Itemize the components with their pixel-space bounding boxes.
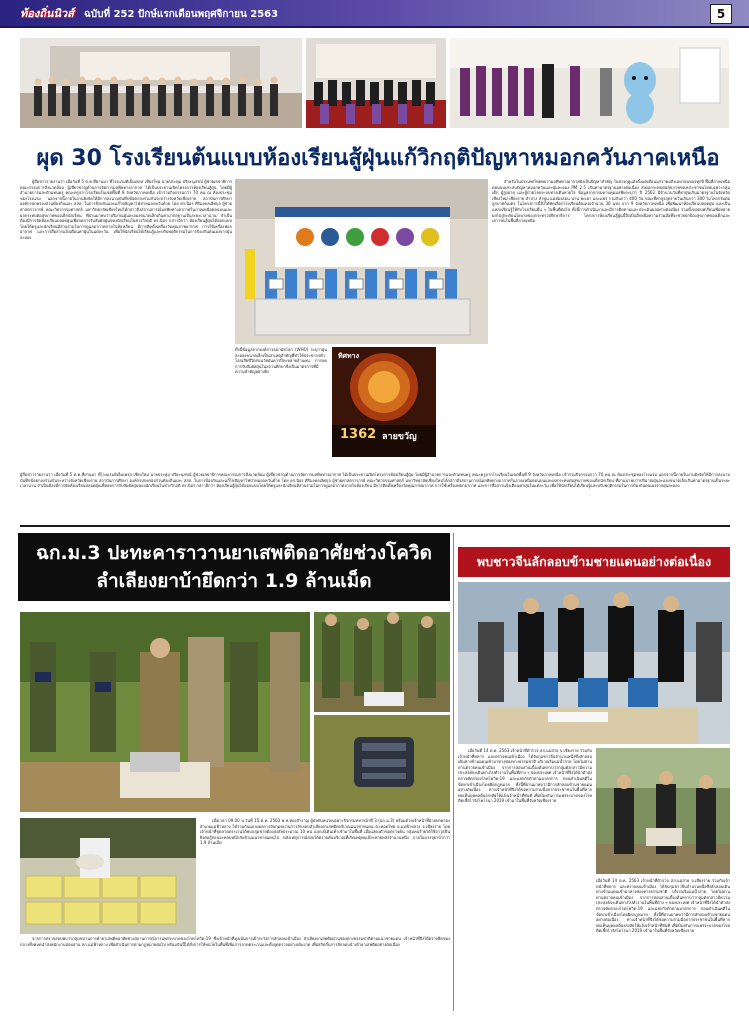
- book-cover-number: 1362: [340, 427, 377, 442]
- page-number: 5: [710, 4, 732, 24]
- photo-seated-group: [306, 38, 446, 128]
- paper-logo: ท้องถิ่นนิวส์: [20, 7, 74, 20]
- photo-soldiers-field: [314, 612, 450, 712]
- photo-drug-packages-grass: [314, 715, 450, 812]
- chinese-border-banner: พบชาวจีนลักลอบข้ามชายแดนอย่างต่อเนื่อง: [458, 547, 730, 577]
- header-bar: [0, 0, 749, 28]
- book-cover-image: [332, 347, 436, 457]
- story1-col-left: ผู้สื่อข่าวรายงานว่า เมื่อวันที่ 5 ต.ค.ที่ผ่านมา ที่โรงแรมดิเอ็มเพรส เชียงใหม่ นายประทุม ปริยะนุสรณ์ ผู้ช่วยเลขาธิการคณะกรรมการสิ่งแวดล้อม ผู้เชี่ยวชาญด้านการจัดการมลพิษทางอากาศ ได้เป็นประธานเปิดโครงการห้องเรียนสู้ฝุ่น โดยมีผู้อำนวยการและตัวแทนครู คณะครูจากโรงเรียนในเขตพื้นที่ 9 จังหวัดภาคเหนือ เข้าร่วมกิจกรรมกว่า 70 คน ณ ห้องประชุมของโรงแรม นอกจากนี้ภายในงานยังจัดให้มีการลงนามบันทึกข้อตกลงร่วมกันระหว่างจังหวัดเชียงราย สถาบันการศึกษา องค์กรปกครองส่วนท้องถิ่นและ สสส. ในการป้องกันและแก้ไขปัญหาไฟป่าหมอกควันด้วย โดย ดร.นิอร ศิริมงคลเลิศกุล ผู้ช่วยศาสตราจารย์ คณะวิศวกรรมศาสตร์ มหาวิทยาลัยเชียงใหม่ได้กล่าวถึงสถานการณ์มลพิษทางอากาศในภาคเหนือตอนบนและผลกระทบต่อสุขภาพของเด็กนักเรียน ที่ผ่านมาพบว่าปริมาณฝุ่นละอองขนาดเล็กเกินค่ามาตรฐานเป็นระยะเวลานาน จำเป็นต้องมีการจัดห้องเรียนปลอดฝุ่นเพื่อลดการรับสัมผัสฝุ่นของนักเรียนในช่วงวิกฤติ ดร.นิอร กล่าวอีกว่า ห้องเรียนสู้ฝุ่นได้ออกแบบโดยให้ครูและนักเรียนมีส่วนร่วมในการดูแลอากาศภายในห้องเรียน มีการติดตั้งเครื่องวัดคุณภาพอากาศ การใช้เครื่องฟอกอากาศ และการสื่อสารแจ้งเตือนค่าฝุ่นในแต่ละวัน เพื่อให้นักเรียนได้เรียนรู้และปรับพฤติกรรมในการป้องกันตนเองจากฝุ่นละออง: [20, 179, 232, 240]
- photo-border-patrol: [596, 748, 730, 874]
- section-divider: [20, 525, 730, 527]
- story1-bottom-text: ผู้สื่อข่าวรายงานว่า เมื่อวันที่ 5 ต.ค.ที่ผ่านมา ที่โรงแรมดิเอ็มเพรส เชียงใหม่ นายประทุม ปริยะนุสรณ์ ผู้ช่วยเลขาธิการคณะกรรมการสิ่งแวดล้อม ผู้เชี่ยวชาญด้านการจัดการมลพิษทางอากาศ ได้เป็นประธานเปิดโครงการห้องเรียนสู้ฝุ่น โดยมีผู้อำนวยการและตัวแทนครู คณะครูจากโรงเรียนในเขตพื้นที่ 9 จังหวัดภาคเหนือ เข้าร่วมกิจกรรมกว่า 70 คน ณ ห้องประชุมของโรงแรม นอกจากนี้ภายในงานยังจัดให้มีการลงนามบันทึกข้อตกลงร่วมกันระหว่างจังหวัดเชียงราย สถาบันการศึกษา องค์กรปกครองส่วนท้องถิ่นและ สสส. ในการป้องกันและแก้ไขปัญหาไฟป่าหมอกควันด้วย โดย ดร.นิอร ศิริมงคลเลิศกุล ผู้ช่วยศาสตราจารย์ คณะวิศวกรรมศาสตร์ มหาวิทยาลัยเชียงใหม่ได้กล่าวถึงสถานการณ์มลพิษทางอากาศในภาคเหนือตอนบนและผลกระทบต่อสุขภาพของเด็กนักเรียน ที่ผ่านมาพบว่าปริมาณฝุ่นละอองขนาดเล็กเกินค่ามาตรฐานเป็นระยะเวลานาน จำเป็นต้องมีการจัดห้องเรียนปลอดฝุ่นเพื่อลดการรับสัมผัสฝุ่นของนักเรียนในช่วงวิกฤติ ดร.นิอร กล่าวอีกว่า ห้องเรียนสู้ฝุ่นได้ออกแบบโดยให้ครูและนักเรียนมีส่วนร่วมในการดูแลอากาศภายในห้องเรียน มีการติดตั้งเครื่องวัดคุณภาพอากาศ การใช้เครื่องฟอกอากาศ และการสื่อสารแจ้งเตือนค่าฝุ่นในแต่ละวัน เพื่อให้นักเรียนได้เรียนรู้และปรับพฤติกรรมในการป้องกันตนเองจากฝุ่นละออง: [20, 472, 730, 489]
- photo-drug-packages-grass-img: [314, 715, 450, 812]
- story3-col-bottom: เมื่อวันที่ 14 ต.ค. 2563 เจ้าหน้าที่ตำรวจ สภ.แม่สาย จ.เชียงราย ร่วมกับเจ้าหน้าที่ทหาร และตรวจคนเข้าเมือง ได้จับกุมชาวจีนจำนวนหนึ่งซึ่งลักลอบเดินทางข้ามแดนเข้ามาทางช่องทางธรรมชาติ บริเวณริมแม่น้ำสาย โดยไม่ผ่านด่านตรวจคนเข้าเมือง จากการสอบสวนเบื้องต้นทราบว่ากลุ่มดังกล่าวมีความประสงค์จะเดินทางไปทำงานในพื้นที่ต่าง ๆ ของประเทศ เจ้าหน้าที่จึงได้นำตัวส่งตรวจคัดกรองโรคโควิด-19 และแยกกักตัวตามมาตรการ ก่อนดำเนินคดีในข้อหาเข้าเมืองโดยผิดกฎหมาย ทั้งนี้ที่ผ่านมาพบว่ามีการลักลอบข้ามชายแดนอย่างต่อเนื่อง ทางเจ้าหน้าที่จึงได้ขอความร่วมมือจากประชาชนในพื้นที่หากพบเห็นบุคคลต้องสงสัยให้แจ้งเจ้าหน้าที่ทันที เพื่อป้องกันการแพร่ระบาดของโรคติดเชื้อไวรัสโคโรนา 2019 เข้ามาในพื้นที่จังหวัดเชียงราย: [596, 878, 730, 934]
- photo-mou-signing-img: [235, 179, 488, 344]
- photo-mascot-group-img: [450, 38, 729, 128]
- story3-col: เมื่อวันที่ 14 ต.ค. 2563 เจ้าหน้าที่ตำรวจ สภ.แม่สาย จ.เชียงราย ร่วมกับเจ้าหน้าที่ทหาร และตรวจคนเข้าเมือง ได้จับกุมชาวจีนจำนวนหนึ่งซึ่งลักลอบเดินทางข้ามแดนเข้ามาทางช่องทางธรรมชาติ บริเวณริมแม่น้ำสาย โดยไม่ผ่านด่านตรวจคนเข้าเมือง จากการสอบสวนเบื้องต้นทราบว่ากลุ่มดังกล่าวมีความประสงค์จะเดินทางไปทำงานในพื้นที่ต่าง ๆ ของประเทศ เจ้าหน้าที่จึงได้นำตัวส่งตรวจคัดกรองโรคโควิด-19 และแยกกักตัวตามมาตรการ ก่อนดำเนินคดีในข้อหาเข้าเมืองโดยผิดกฎหมาย ทั้งนี้ที่ผ่านมาพบว่ามีการลักลอบข้ามชายแดนอย่างต่อเนื่อง ทางเจ้าหน้าที่จึงได้ขอความร่วมมือจากประชาชนในพื้นที่หากพบเห็นบุคคลต้องสงสัยให้แจ้งเจ้าหน้าที่ทันที เพื่อป้องกันการแพร่ระบาดของโรคติดเชื้อไวรัสโคโรนา 2019 เข้ามาในพื้นที่จังหวัดเชียงราย: [458, 748, 592, 804]
- photo-border-patrol-img: [596, 748, 730, 874]
- story2-col-bottom: จากการตรวจสอบพบว่ากลุ่มขบวนการค้ายาเสพติดอาศัยช่วงสถานการณ์การแพร่ระบาดของโรคโควิด-19 ซึ่งเจ้าหน้าที่มุ่งเน้นการเฝ้าระวังการลักลอบเข้าเมือง ลำเลียงยาเสพติดผ่านช่องทางธรรมชาติตามแนวชายแดน เจ้าหน้าที่จึงได้ตรวจยึดของกลางทั้งหมดนำส่งพนักงานสอบสวน สภ.แม่ฟ้าหลวง เพื่อดำเนินการตามกฎหมายต่อไป พร้อมกันนี้ได้สั่งการให้หน่วยในพื้นที่เพิ่มการลาดตระเวนและตั้งจุดตรวจอย่างเข้มงวด เพื่อสกัดกั้นการลักลอบนำเข้ายาเสพติดอย่างต่อเนื่อง: [20, 936, 450, 947]
- story1-col-center: ทั้งนี้ข้อมูลจากองค์การอนามัยโลก (WHO) ระบุว่าฝุ่นละอองขนาดเล็กเป็นสาเหตุสำคัญที่ทำให้ประชากรทั่วโลกเสียชีวิตก่อนวัยอันควรปีละหลายล้านคน การลดการรับสัมผัสฝุ่นในสถานศึกษาจึงเป็นมาตรการที่มีความสำคัญอย่างยิ่ง: [235, 347, 327, 375]
- story2-col-right: เมื่อเวลา 09.00 น.วันที่ 15 ต.ค. 2563 พ.ท.ทองสำราญ ผู้บังคับหน่วยเฉพาะกิจกรมทหารม้าที่ 3 (ฉก.ม.3) พร้อมด้วยเจ้าหน้าที่ฝ่ายปกครองอำเภอแม่ฟ้าหลวง ได้ร่วมกันแถลงผลการจับกุมขบวนการลักลอบลำเลียงยาเสพติดบริเวณแนวชายแดน ต.เทอดไทย อ.แม่ฟ้าหลวง จ.เชียงราย โดยเจ้าหน้าที่ชุดลาดตระเวนได้พบกลุ่มชายต้องสงสัยประมาณ 10 คน แบกเป้เดินเท้าเข้ามาในพื้นที่ เมื่อแสดงตัวขอตรวจค้น กลุ่มคนร้ายได้ใช้อาวุธปืนยิงต่อสู้ก่อนจะหลบหนีกลับข้ามแนวชายแดนไป หลังเหตุการณ์สงบได้ตรวจค้นบริเวณที่เกิดเหตุพบเป้สะพายหลังจำนวนหนึ่ง ภายในบรรจุยาบ้ากว่า 1.9 ล้านเม็ด: [200, 818, 450, 846]
- photo-drug-counting: [20, 818, 196, 934]
- photo-drug-counting-img: [20, 818, 196, 934]
- photo-soldiers-seizure: [20, 612, 310, 812]
- photo-mou-signing: [235, 179, 488, 344]
- photo-police-arrest: [458, 582, 730, 744]
- photo-soldiers-field-img: [314, 612, 450, 712]
- headline-drug-line1: ฉก.ม.3 ปะทะคาราวานยาเสพติดอาศัยช่วงโควิด: [36, 542, 432, 564]
- photo-soldiers-seizure-img: [20, 612, 310, 812]
- book-cover-title1: ทิศทาง: [338, 352, 360, 360]
- photo-group-stage: [20, 38, 302, 128]
- photo-group-stage-img: [20, 38, 302, 128]
- drug-caravan-banner: [18, 533, 450, 601]
- photo-mascot-group: [450, 38, 729, 128]
- book-cover-title2: ลายขวัญ: [382, 432, 417, 442]
- headline-school-dust: ผุด 30 โรงเรียนต้นแบบห้องเรียนสู้ฝุ่นแก้วิกฤติปัญหาหมอกควันภาคเหนือ: [36, 146, 720, 171]
- issue-line: ฉบับที่ 252 ปักษ์แรกเดือนพฤศจิกายน 2563: [84, 9, 279, 20]
- column-divider: [453, 533, 454, 1011]
- photo-seated-group-img: [306, 38, 446, 128]
- photo-police-arrest-img: [458, 582, 730, 744]
- headline-drug-line2: ลำเลียงยาบ้ายึดกว่า 1.9 ล้านเม็ด: [96, 570, 372, 592]
- story1-col-right: สำหรับในประเทศไทยพบว่ามลพิษทางอากาศยังเป็นปัญหาสำคัญ ในช่วงฤดูแล้งตั้งแต่เดือนมกราคมถึงเมษายนของทุกปี พื้นที่ภาคเหนือตอนบนประสบปัญหาหมอกควันและฝุ่นละออง PM 2.5 เกินค่ามาตรฐานอย่างต่อเนื่อง ส่งผลกระทบต่อสุขภาพของประชาชนโดยเฉพาะกลุ่มเด็ก ผู้สูงอายุ และผู้ป่วยโรคระบบทางเดินหายใจ ข้อมูลจากกรมควบคุมมลพิษระบุว่า ปี 2562 มีจำนวนวันที่ค่าฝุ่นเกินมาตรฐานในจังหวัดเชียงใหม่ เชียงราย ลำปาง ลำพูน แม่ฮ่องสอน น่าน พะเยา และแพร่ รวมกันกว่า 400 วัน ขณะที่ค่าสูงสุดรายวันเกินกว่า 300 ไมโครกรัมต่อลูกบาศก์เมตร ในโครงการนี้จึงได้คัดเลือกโรงเรียนต้นแบบจำนวน 30 แห่ง จาก 9 จังหวัดภาคเหนือ เพื่อพัฒนาห้องเรียนปลอดฝุ่น และเป็นแหล่งเรียนรู้ให้กับโรงเรียนอื่น ๆ ในพื้นที่ต่อไป ทั้งนี้การดำเนินงานจะมีการติดตามและประเมินผลอย่างต่อเนื่อง รวมทั้งถอดบทเรียนเพื่อขยายผลไปสู่ระดับนโยบายของกระทรวงศึกษาธิการ โครงการห้องเรียนสู้ฝุ่นนี้จึงเป็นอีกหนึ่งความร่วมมือที่จะช่วยปกป้องสุขภาพของเด็กและเยาวชนในพื้นที่ภาคเหนือ: [492, 179, 730, 224]
